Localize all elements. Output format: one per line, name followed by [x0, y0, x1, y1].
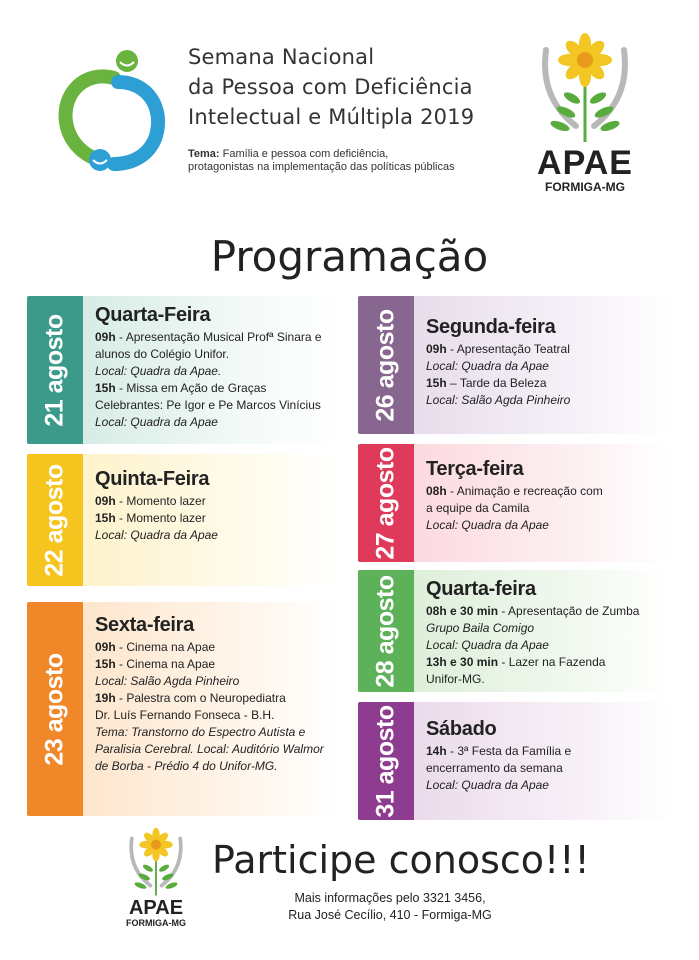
- weekday-label: Segunda-feira: [426, 316, 556, 338]
- schedule-text: Local: Quadra da Apae: [426, 638, 549, 652]
- schedule-line: [95, 741, 333, 758]
- apae-flower-logo-icon: [536, 30, 634, 146]
- schedule-text: a equipe da Camila: [426, 501, 530, 515]
- date-tab: [358, 444, 414, 562]
- schedule-text: - Apresentação Teatral: [446, 342, 570, 356]
- schedule-lines: [426, 483, 664, 534]
- schedule-text: - Palestra com o Neuropediatra: [115, 691, 286, 705]
- weekday-label: Quarta-Feira: [95, 304, 211, 326]
- schedule-time: 09h: [95, 330, 116, 344]
- schedule-text: - Momento lazer: [115, 511, 206, 525]
- apae-city-bottom: FORMIGA-MG: [126, 918, 186, 928]
- contact-line-2: Rua José Cecílio, 410 - Formiga-MG: [288, 908, 492, 922]
- schedule-line: [95, 397, 333, 414]
- date-label: 21 agosto: [40, 313, 69, 427]
- schedule-time: 09h: [95, 494, 116, 508]
- schedule-line: [426, 341, 664, 358]
- apae-logo-text: [535, 146, 635, 194]
- programacao-heading: Programação: [210, 232, 489, 281]
- schedule-line: [95, 346, 333, 363]
- schedule-text: Local: Quadra da Apae: [426, 359, 549, 373]
- schedule-line: [426, 500, 664, 517]
- date-label: 26 agosto: [371, 308, 400, 422]
- schedule-text: Local: Salão Agda Pinheiro: [426, 393, 571, 407]
- schedule-text: - Cinema na Apae: [115, 657, 216, 671]
- schedule-line: [426, 620, 664, 637]
- event-card-22-agosto: [27, 454, 341, 586]
- date-label: 23 agosto: [40, 652, 69, 766]
- event-card-23-agosto: [27, 602, 341, 816]
- date-label: 22 agosto: [40, 463, 69, 577]
- date-tab: [358, 702, 414, 820]
- card-body: [426, 702, 664, 794]
- card-body: [426, 570, 664, 688]
- schedule-line: [426, 517, 664, 534]
- date-tab: [27, 602, 83, 816]
- schedule-time: 13h e 30 min: [426, 655, 499, 669]
- schedule-text: Local: Quadra da Apae.: [95, 364, 222, 378]
- schedule-text: Celebrantes: Pe Igor e Pe Marcos Vinícius: [95, 398, 321, 412]
- schedule-lines: [426, 341, 664, 409]
- weekday-label: Sábado: [426, 718, 497, 740]
- schedule-lines: [95, 329, 333, 431]
- schedule-text: de Borba - Prédio 4 do Unifor-MG.: [95, 759, 278, 773]
- schedule-line: [95, 510, 333, 527]
- participe-heading: Participe conosco!!!: [212, 838, 590, 882]
- schedule-line: [95, 380, 333, 397]
- schedule-line: [426, 375, 664, 392]
- schedule-line: [95, 329, 333, 346]
- event-card-31-agosto: [358, 702, 672, 820]
- schedule-line: [95, 690, 333, 707]
- schedule-line: [426, 483, 664, 500]
- schedule-text: - Apresentação de Zumba: [498, 604, 640, 618]
- card-body: [426, 444, 664, 534]
- card-body: [95, 602, 333, 775]
- schedule-text: – Tarde da Beleza: [446, 376, 547, 390]
- schedule-line: [95, 527, 333, 544]
- apae-logo-text-bottom: [118, 898, 194, 929]
- schedule-line: [426, 760, 664, 777]
- date-tab: [358, 296, 414, 434]
- contact-info: [260, 890, 520, 924]
- schedule-text: Local: Quadra da Apae: [95, 528, 218, 542]
- schedule-line: [95, 493, 333, 510]
- schedule-line: [95, 363, 333, 380]
- schedule-text: Dr. Luís Fernando Fonseca - B.H.: [95, 708, 275, 722]
- title-line-1: Semana Nacional: [188, 45, 375, 69]
- schedule-text: - Cinema na Apae: [115, 640, 216, 654]
- schedule-line: [426, 671, 664, 688]
- schedule-line: [426, 743, 664, 760]
- card-body: [95, 454, 333, 544]
- event-card-27-agosto: [358, 444, 672, 562]
- schedule-time: 09h: [95, 640, 116, 654]
- date-label: 28 agosto: [371, 574, 400, 688]
- apae-flower-logo-small-icon: [124, 826, 188, 898]
- schedule-lines: [426, 743, 664, 794]
- schedule-text: alunos do Colégio Unifor.: [95, 347, 230, 361]
- schedule-line: [95, 639, 333, 656]
- schedule-line: [426, 603, 664, 620]
- card-body: [95, 296, 333, 431]
- schedule-text: Grupo Baila Comigo: [426, 621, 535, 635]
- schedule-text: - Animação e recreação com: [446, 484, 603, 498]
- schedule-time: 09h: [426, 342, 447, 356]
- schedule-time: 15h: [95, 511, 116, 525]
- event-card-21-agosto: [27, 296, 341, 444]
- schedule-line: [95, 758, 333, 775]
- schedule-line: [95, 414, 333, 431]
- schedule-time: 19h: [95, 691, 116, 705]
- schedule-text: Paralisia Cerebral. Local: Auditório Walmor: [95, 742, 324, 756]
- schedule-time: 15h: [95, 657, 116, 671]
- event-title: [188, 42, 518, 132]
- date-tab: [27, 296, 83, 444]
- schedule-line: [426, 777, 664, 794]
- schedule-text: - 3ª Festa da Família e: [446, 744, 572, 758]
- schedule-line: [95, 673, 333, 690]
- date-label: 31 agosto: [371, 704, 400, 818]
- event-logo-icon: [58, 48, 170, 176]
- schedule-text: - Lazer na Fazenda: [498, 655, 606, 669]
- schedule-line: [426, 392, 664, 409]
- schedule-time: 08h e 30 min: [426, 604, 499, 618]
- schedule-lines: [426, 603, 664, 688]
- theme-text-2: protagonistas na implementação das políticas públicas: [188, 161, 455, 173]
- schedule-lines: [95, 639, 333, 775]
- schedule-text: - Momento lazer: [115, 494, 206, 508]
- schedule-text: Unifor-MG.: [426, 672, 485, 686]
- schedule-text: Local: Salão Agda Pinheiro: [95, 674, 240, 688]
- title-line-2: da Pessoa com Deficiência: [188, 75, 473, 99]
- apae-name-bottom: APAE: [128, 897, 184, 919]
- schedule-text: Local: Quadra da Apae: [95, 415, 218, 429]
- date-tab: [27, 454, 83, 586]
- schedule-text: - Missa em Ação de Graças: [115, 381, 267, 395]
- schedule-line: [95, 724, 333, 741]
- schedule-text: Tema: Transtorno do Espectro Autista e: [95, 725, 306, 739]
- schedule-time: 08h: [426, 484, 447, 498]
- apae-city: FORMIGA-MG: [545, 180, 625, 194]
- contact-line-1: Mais informações pelo 3321 3456,: [294, 891, 486, 905]
- schedule-line: [426, 637, 664, 654]
- event-theme: [188, 148, 518, 174]
- schedule-lines: [95, 493, 333, 544]
- weekday-label: Quarta-feira: [426, 578, 536, 600]
- theme-text-1: Família e pessoa com deficiência,: [219, 148, 389, 160]
- title-line-3: Intelectual e Múltipla 2019: [188, 105, 475, 129]
- event-card-28-agosto: [358, 570, 672, 692]
- schedule-line: [95, 656, 333, 673]
- weekday-label: Terça-feira: [426, 458, 524, 480]
- event-card-26-agosto: [358, 296, 672, 434]
- schedule-text: encerramento da semana: [426, 761, 563, 775]
- schedule-text: - Apresentação Musical Profª Sinara e: [115, 330, 322, 344]
- schedule-line: [95, 707, 333, 724]
- weekday-label: Sexta-feira: [95, 614, 194, 636]
- apae-name: APAE: [537, 144, 633, 182]
- schedule-line: [426, 358, 664, 375]
- theme-label: Tema:: [188, 148, 220, 160]
- weekday-label: Quinta-Feira: [95, 468, 210, 490]
- schedule-line: [426, 654, 664, 671]
- schedule-time: 14h: [426, 744, 447, 758]
- schedule-text: Local: Quadra da Apae: [426, 518, 549, 532]
- date-tab: [358, 570, 414, 692]
- schedule-text: Local: Quadra da Apae: [426, 778, 549, 792]
- card-body: [426, 296, 664, 409]
- date-label: 27 agosto: [371, 446, 400, 560]
- schedule-time: 15h: [426, 376, 447, 390]
- schedule-time: 15h: [95, 381, 116, 395]
